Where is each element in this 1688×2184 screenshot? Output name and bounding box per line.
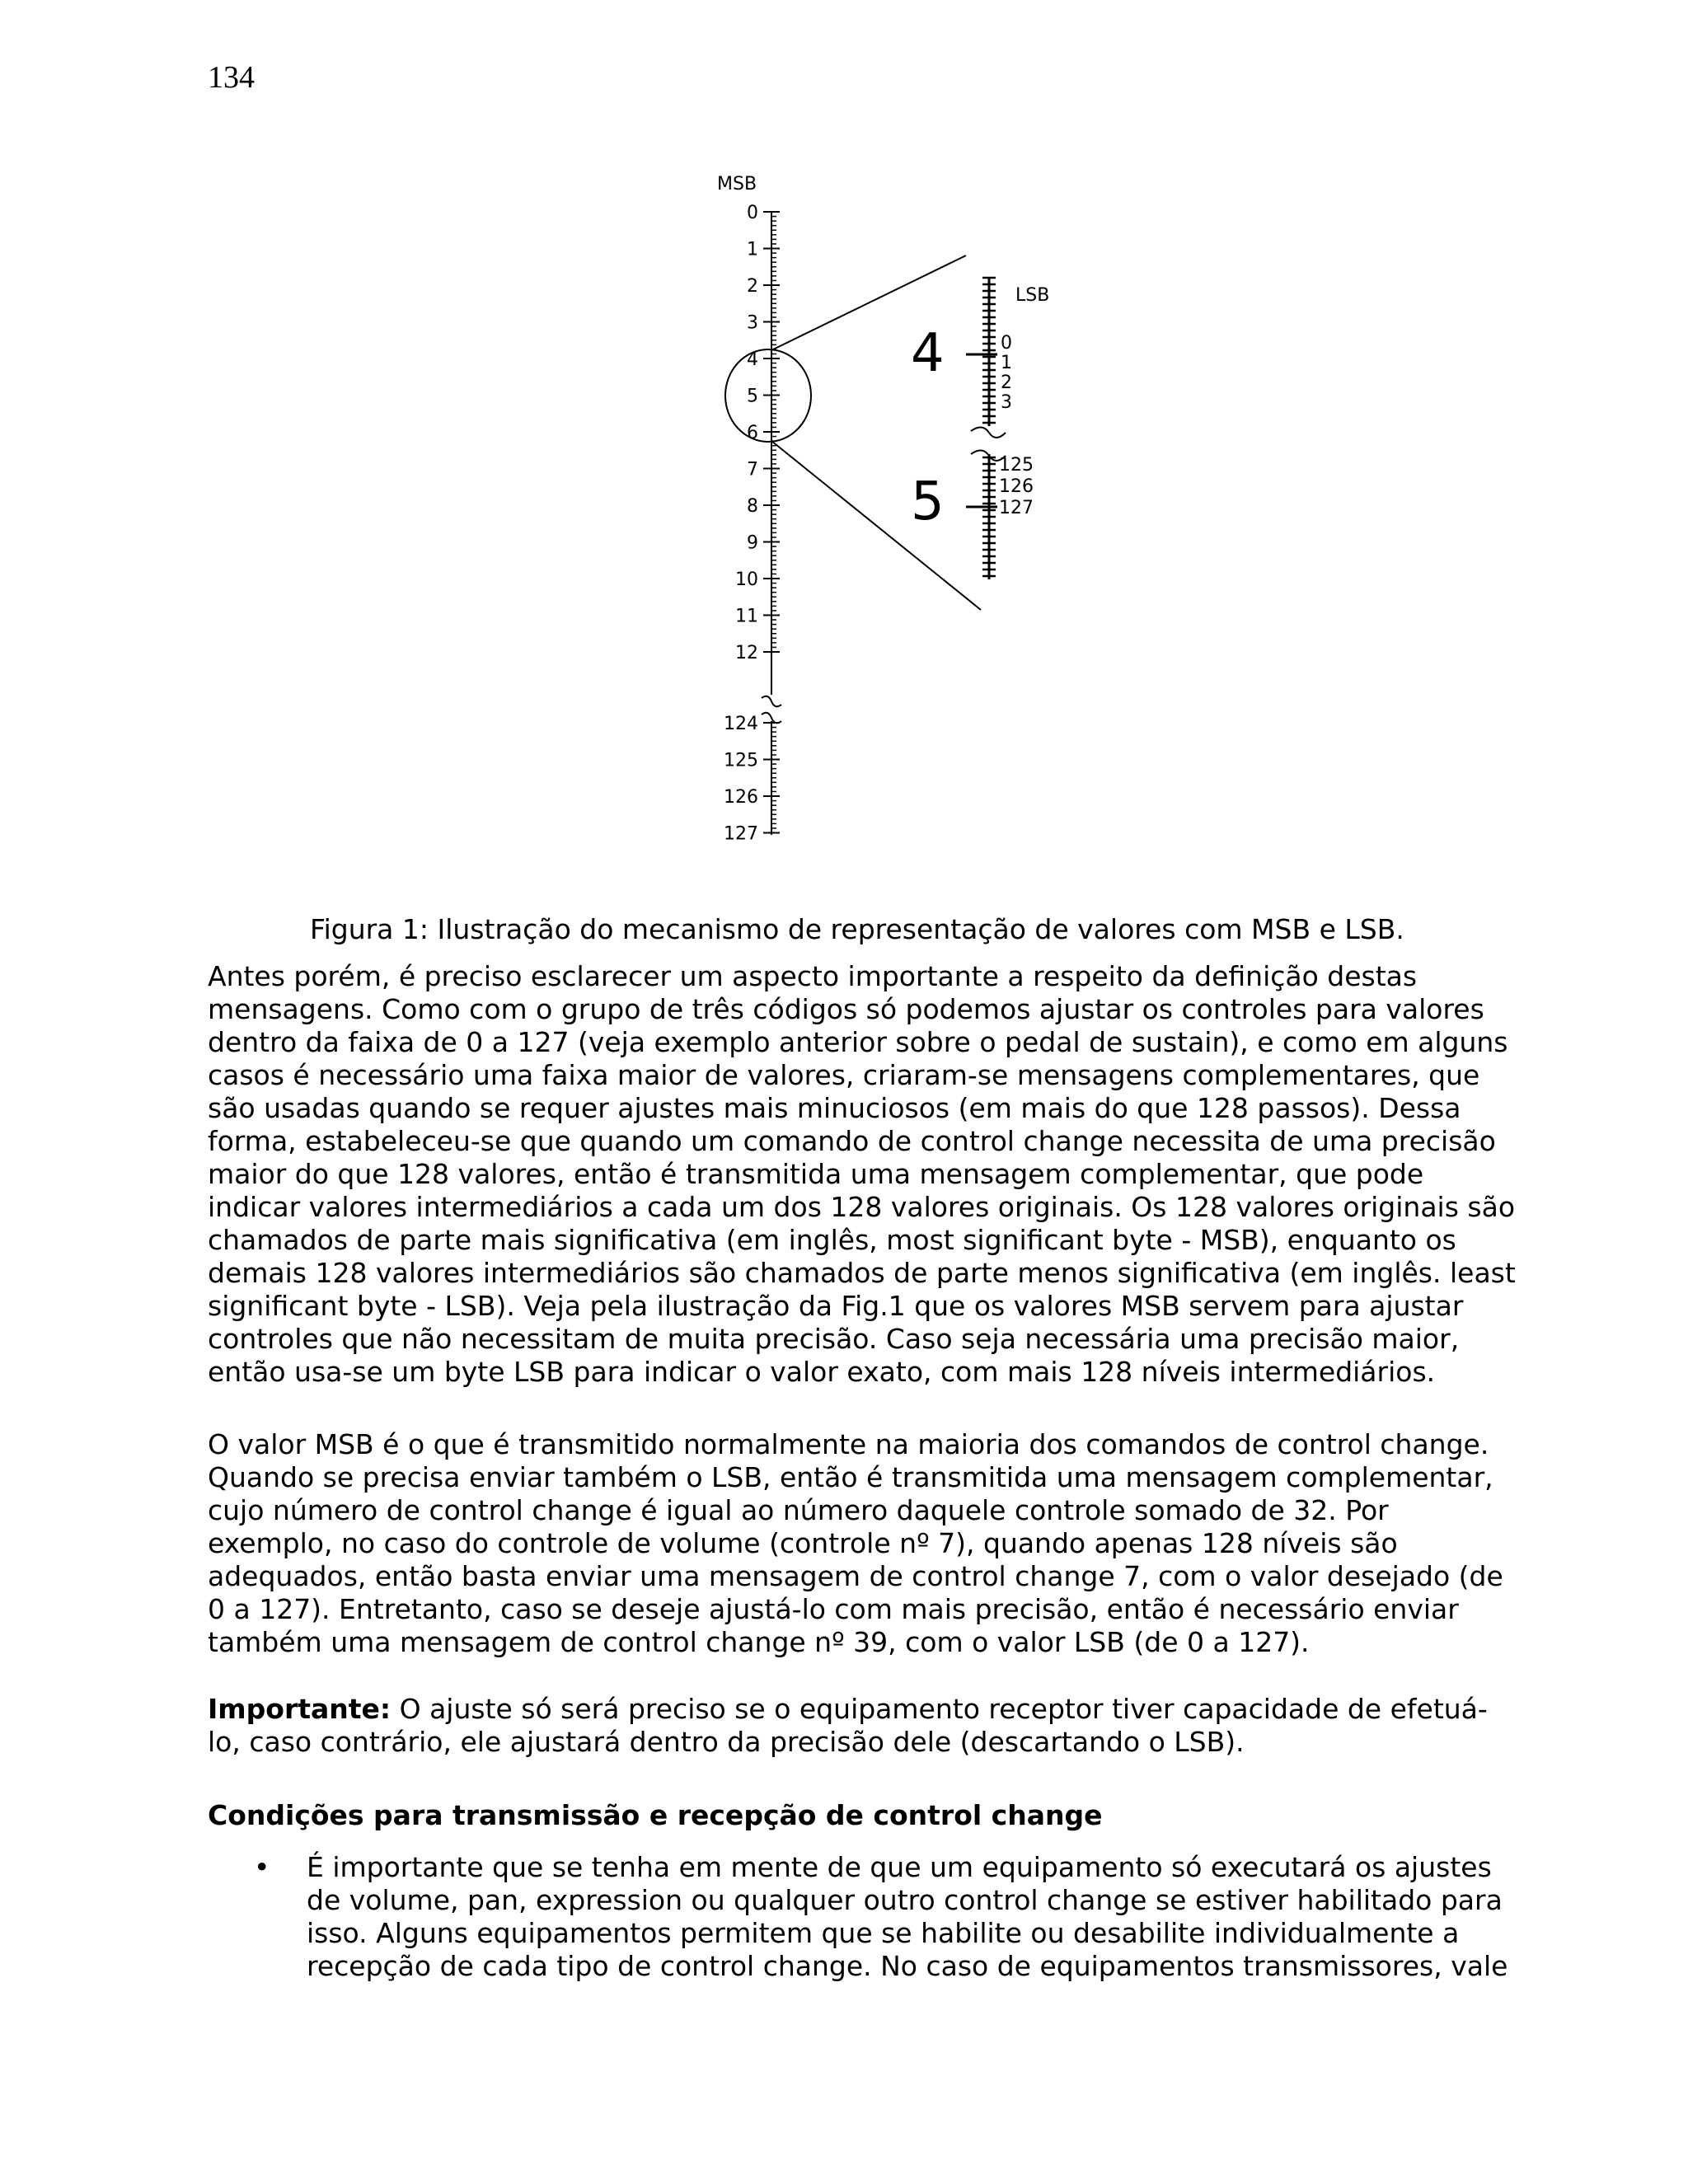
important-text: O ajuste só será preciso se o equipamento receptor tiver capacidade de efetuá-lo, caso contrário, ele ajustará dentro da precisão dele (descartando o LSB). bbox=[208, 1693, 1488, 1758]
zoom-value-upper: 4 bbox=[911, 323, 945, 384]
lsb-tick-label: 127 bbox=[999, 498, 1034, 518]
msb-ruler bbox=[724, 203, 781, 845]
paragraph-2: O valor MSB é o que é transmitido normalmente na maioria dos comandos de control change. Quando se precisa enviar também o LSB, então é transmitida uma mensagem complementar, cujo número de control change é igual ao número daquele controle somado de 32. Por exemplo, no caso do controle de volume (controle nº 7), quando apenas 128 níveis são adequados, então basta enviar uma mensagem de control change 7, com o valor desejado (de 0 a 127). Entretanto, caso se deseje ajustá-lo com mais precisão, então é necessário enviar também uma mensagem de control change nº 39, com o valor LSB (de 0 a 127). bbox=[208, 1428, 1503, 1658]
lsb-tick-label: 2 bbox=[1001, 373, 1012, 393]
bullet-marker: • bbox=[254, 1851, 270, 1883]
msb-tick-label: 12 bbox=[735, 643, 758, 663]
important-label: Importante: bbox=[208, 1693, 392, 1725]
msb-tick-label: 10 bbox=[735, 569, 758, 590]
msb-tick-label: 1 bbox=[747, 239, 758, 260]
msb-lsb-diagram bbox=[692, 169, 1071, 865]
msb-tick-label: 6 bbox=[747, 423, 758, 443]
msb-tick-label: 0 bbox=[747, 203, 758, 223]
paragraph-important bbox=[208, 1693, 1518, 1759]
zoom-line-bottom bbox=[771, 441, 981, 610]
msb-tick-label: 3 bbox=[747, 312, 758, 334]
msb-tick-label: 7 bbox=[747, 459, 758, 480]
lsb-tick-label: 125 bbox=[999, 455, 1034, 476]
msb-label: MSB bbox=[717, 174, 757, 194]
bullet-list bbox=[208, 1851, 1518, 1983]
msb-tick-label: 8 bbox=[747, 496, 758, 517]
lsb-break-mark bbox=[971, 427, 1006, 438]
list-item bbox=[208, 1851, 1518, 1983]
msb-tick-label: 9 bbox=[747, 532, 758, 554]
msb-lsb-figure bbox=[692, 169, 1071, 865]
list-item-text: É importante que se tenha em mente de que um equipamento só executará os ajustes de volume, pan, expression ou qualquer outro control change se estiver habilitado para isso. Alguns equipamentos permitem que se habilite ou desabilite individualmente a recepção de cada tipo de control change. No caso de equipamentos transmissores, vale bbox=[307, 1851, 1508, 1982]
lsb-tick-label: 1 bbox=[1001, 353, 1012, 373]
msb-tick-label: 5 bbox=[747, 386, 758, 407]
section-heading: Condições para transmissão e recepção de control change bbox=[208, 1799, 1103, 1831]
lsb-tick-label: 126 bbox=[999, 476, 1034, 497]
msb-tick-label: 125 bbox=[724, 750, 758, 771]
msb-tick-label: 2 bbox=[747, 276, 758, 297]
msb-tick-label: 4 bbox=[747, 349, 758, 370]
paragraph-1: Antes porém, é preciso esclarecer um aspecto importante a respeito da definição destas mensagens. Como com o grupo de três códigos só podemos ajustar os controles para valores dentro da faixa de 0 a 127 (veja exemplo anterior sobre o pedal de sustain), e como em alguns casos é necessário uma faixa maior de valores, criaram-se mensagens complementares, que são usadas quando se requer ajustes mais minuciosos (em mais do que 128 passos). Dessa forma, estabeleceu-se que quando um comando de control change necessita de uma precisão maior do que 128 valores, então é transmitida uma mensagem complementar, que pode indicar valores intermediários a cada um dos 128 valores originais. Os 128 valores originais são chamados de parte mais significativa (em inglês, most significant byte - MSB), enquanto os demais 128 valores intermediários são chamados de parte menos significativa (em inglês. least significant byte - LSB). Veja pela ilustração da Fig.1 que os valores MSB servem para ajustar controles que não necessitam de muita precisão. Caso seja necessária uma precisão maior, então usa-se um byte LSB para indicar o valor exato, com mais 128 níveis intermediários. bbox=[208, 960, 1516, 1388]
msb-tick-label: 11 bbox=[735, 606, 758, 627]
figure-caption: Figura 1: Ilustração do mecanismo de representação de valores com MSB e LSB. bbox=[310, 913, 1404, 945]
lsb-ruler bbox=[966, 278, 1034, 579]
msb-tick-label: 126 bbox=[724, 787, 758, 808]
msb-tick-label: 124 bbox=[724, 714, 758, 734]
lsb-tick-label: 0 bbox=[1001, 333, 1012, 354]
msb-break-mark bbox=[762, 696, 781, 707]
zoom-value-lower: 5 bbox=[911, 471, 945, 532]
lsb-label: LSB bbox=[1015, 285, 1050, 306]
page-number: 134 bbox=[208, 60, 255, 95]
lsb-tick-label: 3 bbox=[1001, 392, 1012, 413]
msb-tick-label: 127 bbox=[724, 823, 758, 845]
